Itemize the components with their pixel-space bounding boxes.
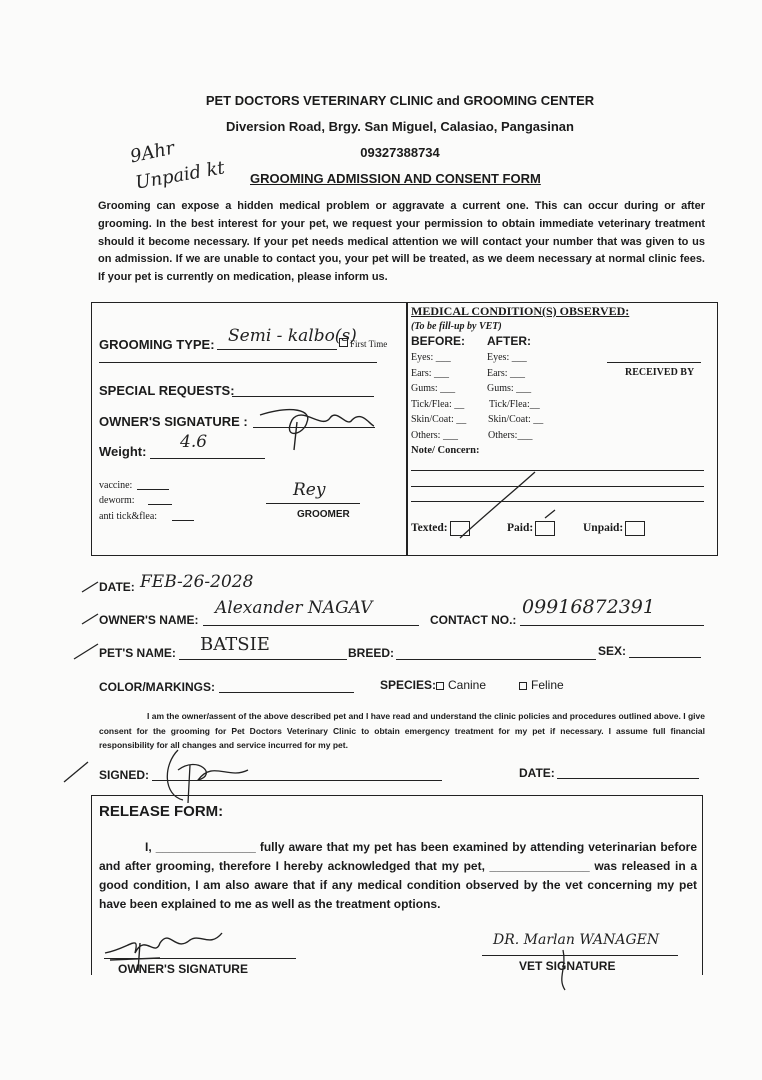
species-label: SPECIES: <box>380 678 437 692</box>
signed-label: SIGNED: <box>99 768 150 782</box>
medical-rows <box>411 352 561 445</box>
texted-label: Texted: <box>411 522 448 535</box>
vet-name-value: DR. Marlan WANAGEN <box>493 932 660 948</box>
owner-name-value[interactable]: Alexander NAGAV <box>215 598 373 618</box>
pet-name-value[interactable]: BATSIE <box>200 634 270 655</box>
clinic-address: Diversion Road, Brgy. San Miguel, Calasiao, Pangasinan <box>226 119 574 134</box>
unpaid-checkbox[interactable] <box>625 521 645 536</box>
clinic-phone: 09327388734 <box>360 145 440 160</box>
texted-checkbox[interactable] <box>450 521 470 536</box>
contact-label: CONTACT NO.: <box>430 613 517 627</box>
note-label: Note/ Concern: <box>411 445 480 456</box>
grooming-type-line <box>217 348 337 350</box>
color-line <box>219 692 354 693</box>
deworm-line <box>148 504 172 505</box>
date-label: DATE: <box>99 580 135 594</box>
after-eyes: Eyes: <box>487 352 510 363</box>
vet-sig-line <box>482 955 678 956</box>
vet-signature-tail <box>555 948 575 993</box>
special-requests-line <box>232 396 374 397</box>
owner-signature-label: OWNER'S SIGNATURE : <box>99 414 248 429</box>
pet-name-label: PET'S NAME: <box>99 646 176 660</box>
owner-release-sig-label: OWNER'S SIGNATURE <box>118 962 248 976</box>
weight-line <box>150 458 265 459</box>
weight-value[interactable]: 4.6 <box>180 432 208 452</box>
antitick-label: anti tick&flea: <box>99 511 158 522</box>
medical-row: Skin/Coat: __ Skin/Coat: __ <box>411 414 544 425</box>
checkmark-icon <box>80 612 100 627</box>
before-label: BEFORE: <box>411 334 465 348</box>
medical-row: Tick/Flea: __ Tick/Flea:__ <box>411 398 540 410</box>
breed-label: BREED: <box>348 646 395 660</box>
medical-subtitle: (To be fill-up by VET) <box>411 321 502 332</box>
canine-checkbox[interactable] <box>436 682 444 690</box>
before-gums: Gums: <box>411 383 438 394</box>
grooming-type-line-2 <box>99 362 377 363</box>
grooming-type-value[interactable]: Semi - kalbo(s) <box>228 326 357 346</box>
weight-label: Weight: <box>99 444 147 459</box>
special-requests-label: SPECIAL REQUESTS: <box>99 383 235 398</box>
grooming-type-label: GROOMING TYPE: <box>99 337 215 352</box>
unpaid-label: Unpaid: <box>583 522 624 535</box>
after-label: AFTER: <box>487 334 531 348</box>
handwritten-note-2: Unpaid kt <box>133 157 227 194</box>
texted-field <box>411 521 470 536</box>
intro-paragraph: Grooming can expose a hidden medical problem or aggravate a current one. This can occur during or after grooming. In the best interest for your pet, we request your permission to obtain immediate veterinary treatment should it become necessary. If your pet needs medical attention we will contact your number that was given to us on admission. If we are unable to contact you, your pet will be treated, as we deem necessary at normal clinic fees. If your pet is currently on medication, please inform us. <box>98 200 705 284</box>
medical-row: Others: ___ Others:___ <box>411 429 533 441</box>
signed-date-line <box>557 778 699 779</box>
after-gums: Gums: <box>487 383 514 394</box>
before-eyes: Eyes: <box>411 352 434 363</box>
groomer-value[interactable]: Rey <box>293 480 326 500</box>
paid-label: Paid: <box>507 522 534 535</box>
color-label: COLOR/MARKINGS: <box>99 680 215 694</box>
owner-signature-scribble <box>252 400 377 455</box>
checkmark-icon <box>62 760 92 785</box>
clinic-name: PET DOCTORS VETERINARY CLINIC and GROOMING CENTER <box>205 93 595 108</box>
medical-row: Eyes: ___ Eyes: ___ <box>411 352 527 363</box>
after-skincoat: Skin/Coat: <box>488 414 531 425</box>
owner-name-line <box>203 625 419 626</box>
before-ears: Ears: <box>411 367 432 379</box>
before-others: Others: <box>411 429 441 441</box>
vaccine-label: vaccine: <box>99 480 133 491</box>
signed-date-label: DATE: <box>519 766 555 780</box>
handwritten-note-1: 9Ahr <box>128 137 177 168</box>
owner-release-sig-line <box>104 958 296 959</box>
contact-value[interactable]: 09916872391 <box>522 596 655 618</box>
after-others: Others: <box>488 429 518 441</box>
first-time-checkbox[interactable] <box>339 338 348 347</box>
received-by-label: RECEIVED BY <box>625 367 695 378</box>
form-title: GROOMING ADMISSION AND CONSENT FORM <box>250 171 541 186</box>
antitick-line <box>172 520 194 521</box>
checkmark-icon <box>72 642 100 662</box>
box-divider <box>406 303 408 555</box>
feline-label: Feline <box>531 678 564 692</box>
owner-name-label: OWNER'S NAME: <box>99 613 199 627</box>
before-skincoat: Skin/Coat: <box>411 414 454 425</box>
received-by-line <box>607 362 701 363</box>
paid-field <box>507 521 555 536</box>
groomer-line <box>266 503 360 504</box>
medical-title: MEDICAL CONDITION(S) OBSERVED: <box>411 304 630 318</box>
vet-sig-label: VET SIGNATURE <box>519 959 616 973</box>
medical-row: Gums: ___ Gums: ___ <box>411 383 532 394</box>
after-ears: Ears: <box>487 367 508 379</box>
deworm-label: deworm: <box>99 495 135 506</box>
contact-line <box>520 625 704 626</box>
feline-checkbox[interactable] <box>519 682 527 690</box>
paid-checkbox[interactable] <box>535 521 555 536</box>
before-tickflea: Tick/Flea: <box>411 398 452 410</box>
groomer-label: GROOMER <box>297 509 350 520</box>
date-value[interactable]: FEB-26-2028 <box>140 572 254 592</box>
vaccine-line <box>137 489 169 490</box>
breed-line <box>396 659 596 660</box>
first-time-label: First Time <box>350 339 388 349</box>
medical-row: Ears: ___ Ears: ___ <box>411 367 526 379</box>
consent-paragraph: I am the owner/assent of the above described pet and I have read and understand the clinic policies and procedures outlined above. I give consent for the grooming for Pet Doctors Veterinary Clinic to obtain emergency treatment for my pet if necessary. I assume full financial responsibility for all changes and service incurred for my pet. <box>99 711 705 750</box>
release-title: RELEASE FORM: <box>99 803 224 820</box>
pet-name-line <box>179 659 347 660</box>
sex-label: SEX: <box>598 644 627 658</box>
sex-line <box>629 657 701 658</box>
unpaid-field <box>583 521 645 536</box>
checkmark-icon <box>80 580 100 595</box>
after-tickflea: Tick/Flea: <box>489 398 530 410</box>
canine-label: Canine <box>448 678 487 692</box>
release-paragraph: I, _______________ fully aware that my pet has been examined by attending veterinarian before and after grooming, therefore I hereby acknowledged that my pet, _______________ was released in a good condition, I am also aware that if any medical condition observed by the vet concerning my pet have been explained to me as well as the treatment options. <box>99 840 697 911</box>
